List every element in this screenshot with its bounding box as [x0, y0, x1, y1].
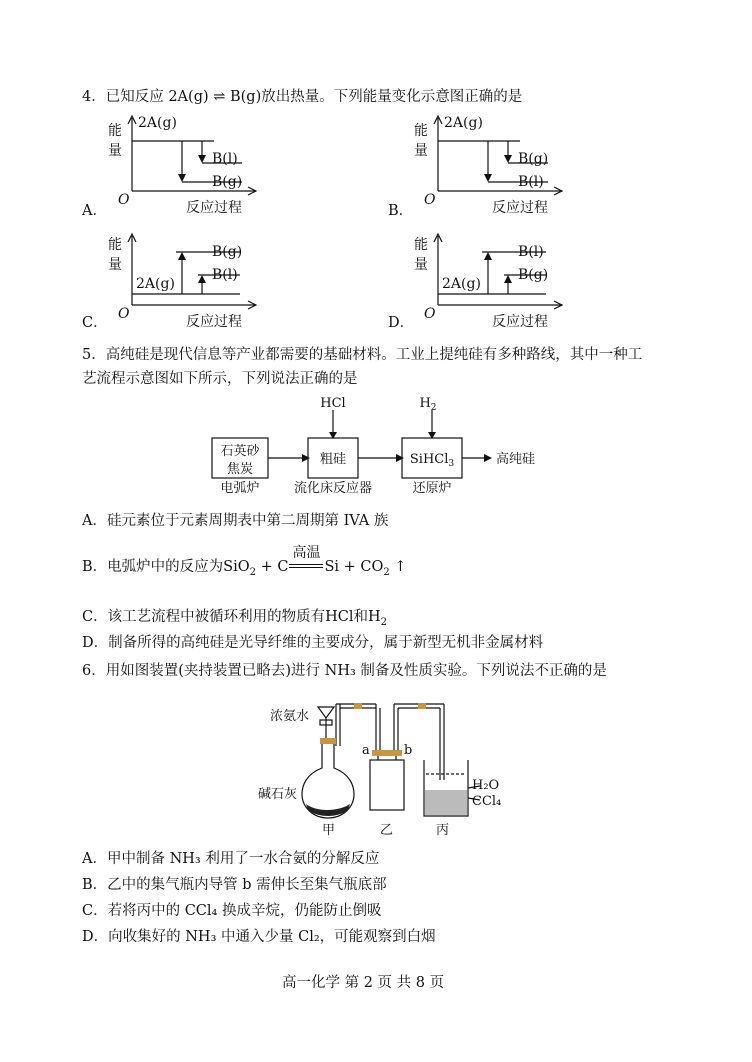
ylabel-2: 量 [108, 143, 122, 159]
q5-option-a: A．硅元素位于元素周期表中第二周期第 IVA 族 [82, 513, 389, 529]
diagram-b [406, 112, 576, 216]
box1-label: 电弧炉 [220, 481, 260, 496]
label-bing: 丙 [436, 823, 450, 838]
origin-label: O [424, 306, 436, 322]
xlabel: 反应过程 [492, 314, 548, 330]
label-ammonia: 浓氨水 [270, 709, 310, 724]
ylabel-1: 能 [108, 123, 122, 139]
ylabel-2: 量 [414, 257, 428, 273]
box3-input-sub: 2 [430, 403, 437, 413]
xlabel: 反应过程 [492, 200, 548, 216]
q6-option-d: D．向收集好的 NH₃ 中通入少量 Cl₂，可能观察到白烟 [82, 929, 436, 945]
process-flow [200, 396, 560, 496]
reactant-label: 2A(g) [136, 276, 175, 292]
box1-line2: 焦炭 [226, 462, 254, 477]
label-lime: 碱石灰 [258, 787, 298, 802]
box2-label: 流化床反应器 [293, 481, 373, 496]
box3-label: 还原炉 [412, 481, 452, 496]
origin-label: O [424, 192, 436, 208]
label-jia: 甲 [322, 823, 336, 838]
q5-option-d: D．制备所得的高纯硅是光导纤维的主要成分，属于新型无机非金属材料 [82, 635, 544, 651]
q5-option-c: C．该工艺流程中被循环利用的物质有HCl和$H_2$ [82, 609, 387, 628]
origin-label: O [118, 306, 130, 322]
upper-label: B(g) [518, 151, 549, 167]
q6-option-b: B．乙中的集气瓶内导管 b 需伸长至集气瓶底部 [82, 877, 387, 893]
upper-label: B(l) [518, 244, 544, 260]
q5-option-b: B．电弧炉中的反应为SiO$_2$ + C 高温 $Si + CO_2$ ↑ [82, 545, 407, 578]
diagram-d [406, 230, 576, 330]
svg-text:SiHCl3 [410, 452, 455, 469]
box3-sub: 3 [448, 459, 455, 469]
q6-option-c: C．若将丙中的 CCl₄ 换成辛烷，仍能防止倒吸 [82, 903, 382, 919]
flow-output: 高纯硅 [496, 452, 536, 467]
option-d-letter: D． [388, 315, 415, 331]
option-b-letter: B． [388, 203, 414, 219]
xlabel: 反应过程 [186, 314, 242, 330]
upper-label: B(g) [212, 244, 243, 260]
box2-input: HCl [320, 396, 346, 411]
svg-text:H2 [419, 396, 436, 413]
box3-text: SiHCl [409, 452, 449, 467]
lower-label: B(g) [212, 174, 243, 190]
ylabel-2: 量 [414, 143, 428, 159]
reactant-label: 2A(g) [444, 115, 483, 131]
lower-label: B(g) [518, 267, 549, 283]
reactant-label: 2A(g) [442, 276, 481, 292]
option-a-letter: A． [82, 203, 107, 219]
xlabel: 反应过程 [186, 200, 242, 216]
reaction-condition: 高温 [289, 558, 323, 576]
upper-label: B(l) [212, 151, 238, 167]
q5-stem-line1: 5．高纯硅是现代信息等产业都需要的基础材料。工业上提纯硅有多种路线，其中一种工 [82, 347, 643, 363]
page-footer: 高一化学 第 2 页 共 8 页 [282, 975, 445, 991]
label-water: H₂O [472, 778, 500, 793]
q5-stem-line2: 艺流程示意图如下所示，下列说法正确的是 [82, 371, 358, 387]
ylabel-1: 能 [108, 237, 122, 253]
diagram-a [100, 112, 270, 216]
label-ccl4: CCl₄ [472, 794, 502, 809]
label-port-a: a [362, 743, 370, 758]
origin-label: O [118, 192, 130, 208]
lower-label: B(l) [212, 267, 238, 283]
box3-input: H [419, 396, 431, 411]
option-c-letter: C． [82, 315, 108, 331]
reactant-label: 2A(g) [138, 115, 177, 131]
ylabel-1: 能 [414, 123, 428, 139]
box2-text: 粗硅 [319, 452, 347, 467]
q5-option-b-prefix: B．电弧炉中的反应为 [82, 559, 224, 575]
apparatus [258, 694, 508, 836]
box1-line1: 石英砂 [220, 444, 260, 459]
ylabel-2: 量 [108, 257, 122, 273]
label-port-b: b [404, 743, 413, 758]
lower-label: B(l) [518, 174, 544, 190]
q6-stem: 6．用如图装置(夹持装置已略去)进行 NH₃ 制备及性质实验。下列说法不正确的是 [82, 663, 607, 679]
q6-option-a: A．甲中制备 NH₃ 利用了一水合氨的分解反应 [82, 851, 380, 867]
ylabel-1: 能 [414, 237, 428, 253]
q4-stem: 4．已知反应 2A(g) ⇌ B(g)放出热量。下列能量变化示意图正确的是 [82, 89, 523, 105]
diagram-c [100, 230, 270, 330]
label-yi: 乙 [380, 823, 394, 838]
